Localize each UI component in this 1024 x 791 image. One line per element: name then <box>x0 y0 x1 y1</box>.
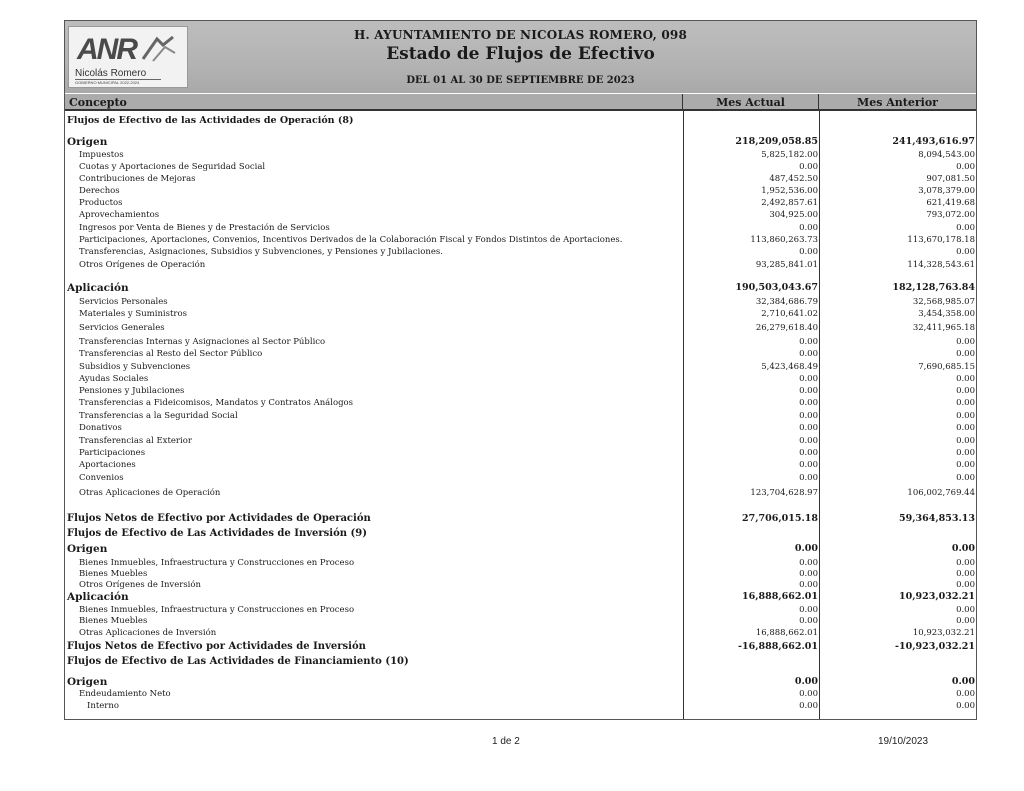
table-row <box>65 513 976 525</box>
row-concept: Origen <box>67 136 108 148</box>
table-row <box>65 234 976 246</box>
row-previous-value: 3,078,379.00 <box>918 186 975 196</box>
row-concept: Endeudamiento Neto <box>79 689 171 699</box>
row-concept: Otros Orígenes de Inversión <box>79 580 201 590</box>
row-previous-value: -10,923,032.21 <box>895 641 975 652</box>
row-concept: Servicios Generales <box>79 323 165 333</box>
row-concept: Bienes Muebles <box>79 569 148 579</box>
row-previous-value: 8,094,543.00 <box>918 150 975 160</box>
row-concept: Aplicación <box>67 591 129 603</box>
row-actual-value: 218,209,058.85 <box>735 136 818 147</box>
row-concept: Transferencias a Fideicomisos, Mandatos y Contratos Análogos <box>79 398 354 408</box>
row-actual-value: 304,925.00 <box>769 210 818 220</box>
table-row <box>65 197 976 209</box>
row-previous-value: 621,419.68 <box>926 198 975 208</box>
row-previous-value: 0.00 <box>956 689 975 699</box>
table-row <box>65 209 976 221</box>
page-number: 1 de 2 <box>492 736 520 747</box>
table-row <box>65 528 976 540</box>
row-previous-value: 0.00 <box>951 543 975 554</box>
row-concept: Bienes Inmuebles, Infraestructura y Construcciones en Proceso <box>79 558 355 568</box>
row-concept: Derechos <box>79 186 120 196</box>
row-previous-value: 59,364,853.13 <box>898 513 975 524</box>
row-previous-value: 793,072.00 <box>926 210 975 220</box>
column-header-previous: Mes Anterior <box>819 94 976 111</box>
row-actual-value: 16,888,662.01 <box>741 591 818 602</box>
row-concept: Interno <box>87 701 119 711</box>
row-previous-value: 241,493,616.97 <box>892 136 975 147</box>
row-previous-value: 0.00 <box>956 580 975 590</box>
table-row <box>65 161 976 173</box>
row-previous-value: 7,690,685.15 <box>918 362 975 372</box>
table-row <box>65 543 976 555</box>
table-row <box>65 459 976 471</box>
table-row <box>65 149 976 161</box>
table-row <box>65 222 976 234</box>
table-row <box>65 487 976 499</box>
table-row <box>65 246 976 258</box>
row-previous-value: 0.00 <box>956 473 975 483</box>
column-header-actual: Mes Actual <box>683 94 819 111</box>
row-actual-value: 0.00 <box>799 386 818 396</box>
print-date: 19/10/2023 <box>878 736 929 747</box>
row-actual-value: 5,423,468.49 <box>761 362 818 372</box>
table-row <box>65 656 976 668</box>
table-row <box>65 385 976 397</box>
row-actual-value: 123,704,628.97 <box>750 488 818 498</box>
row-concept: Transferencias, Asignaciones, Subsidios y Subvenciones, y Pensiones y Jubilaciones. <box>79 247 443 257</box>
row-actual-value: 190,503,043.67 <box>735 282 818 293</box>
row-actual-value: 0.00 <box>799 223 818 233</box>
row-concept: Pensiones y Jubilaciones <box>79 386 185 396</box>
row-actual-value: 0.00 <box>799 448 818 458</box>
row-concept: Subsidios y Subvenciones <box>79 362 191 372</box>
table-row <box>65 361 976 373</box>
row-actual-value: 0.00 <box>799 162 818 172</box>
row-concept: Aprovechamientos <box>79 210 160 220</box>
row-previous-value: 907,081.50 <box>926 174 975 184</box>
row-previous-value: 0.00 <box>956 558 975 568</box>
row-concept: Origen <box>67 676 108 688</box>
row-concept: Origen <box>67 543 108 555</box>
table-row <box>65 472 976 484</box>
table-row <box>65 641 976 653</box>
table-row <box>65 173 976 185</box>
table-row <box>65 700 976 712</box>
row-previous-value: 0.00 <box>956 374 975 384</box>
table-row <box>65 373 976 385</box>
row-actual-value: 0.00 <box>799 701 818 711</box>
row-concept: Donativos <box>79 423 122 433</box>
row-concept: Ayudas Sociales <box>79 374 149 384</box>
row-previous-value: 0.00 <box>956 605 975 615</box>
row-concept: Productos <box>79 198 123 208</box>
row-previous-value: 10,923,032.21 <box>912 628 975 638</box>
row-concept: Flujos Netos de Efectivo por Actividades de Inversión <box>67 641 366 652</box>
entity-name: H. AYUNTAMIENTO DE NICOLAS ROMERO, 098 <box>353 28 688 42</box>
table-row <box>65 308 976 320</box>
row-previous-value: 0.00 <box>956 386 975 396</box>
table-row <box>65 688 976 700</box>
row-previous-value: 0.00 <box>956 223 975 233</box>
table-row <box>65 615 976 627</box>
logo-subtitle: GOBIERNO MUNICIPAL 2022-2024 <box>75 80 140 85</box>
row-actual-value: 0.00 <box>799 460 818 470</box>
row-actual-value: 0.00 <box>794 676 818 687</box>
row-actual-value: 0.00 <box>799 558 818 568</box>
row-previous-value: 0.00 <box>956 349 975 359</box>
row-actual-value: 0.00 <box>799 247 818 257</box>
table-row <box>65 282 976 294</box>
table-row <box>65 136 976 148</box>
table-row <box>65 627 976 639</box>
statement-sheet <box>64 20 977 720</box>
logo-name: Nicolás Romero <box>75 68 161 80</box>
report-title: Estado de Flujos de Efectivo <box>386 44 655 64</box>
row-actual-value: 0.00 <box>799 436 818 446</box>
row-actual-value: 0.00 <box>799 349 818 359</box>
row-actual-value: 113,860,263.73 <box>750 235 818 245</box>
row-previous-value: 0.00 <box>951 676 975 687</box>
row-concept: Participaciones, Aportaciones, Convenios, Incentivos Derivados de la Colaboración Fiscal y Fondos Distintos de Aportaciones. <box>79 235 623 245</box>
table-row <box>65 591 976 603</box>
table-row <box>65 336 976 348</box>
table-row <box>65 348 976 360</box>
row-previous-value: 106,002,769.44 <box>907 488 975 498</box>
row-previous-value: 0.00 <box>956 162 975 172</box>
row-concept: Aportaciones <box>79 460 136 470</box>
row-actual-value: 0.00 <box>794 543 818 554</box>
row-concept: Flujos de Efectivo de las Actividades de Operación (8) <box>67 115 354 126</box>
row-actual-value: 5,825,182.00 <box>761 150 818 160</box>
row-previous-value: 10,923,032.21 <box>898 591 975 602</box>
row-concept: Transferencias al Exterior <box>79 436 192 446</box>
row-actual-value: 26,279,618.40 <box>755 323 818 333</box>
row-concept: Convenios <box>79 473 124 483</box>
table-row <box>65 259 976 271</box>
row-previous-value: 0.00 <box>956 448 975 458</box>
table-row <box>65 115 976 127</box>
row-concept: Ingresos por Venta de Bienes y de Prestación de Servicios <box>79 223 330 233</box>
row-actual-value: 1,952,536.00 <box>761 186 818 196</box>
row-concept: Impuestos <box>79 150 124 160</box>
row-actual-value: 0.00 <box>799 398 818 408</box>
row-previous-value: 32,568,985.07 <box>912 297 975 307</box>
row-concept: Bienes Muebles <box>79 616 148 626</box>
row-previous-value: 0.00 <box>956 701 975 711</box>
table-row <box>65 296 976 308</box>
row-actual-value: 2,492,857.61 <box>761 198 818 208</box>
row-previous-value: 0.00 <box>956 398 975 408</box>
row-previous-value: 0.00 <box>956 616 975 626</box>
row-concept: Flujos de Efectivo de Las Actividades de Financiamiento (10) <box>67 656 409 667</box>
report-header <box>65 21 976 93</box>
row-actual-value: -16,888,662.01 <box>738 641 818 652</box>
row-actual-value: 0.00 <box>799 616 818 626</box>
row-actual-value: 32,384,686.79 <box>755 297 818 307</box>
row-concept: Aplicación <box>67 282 129 294</box>
row-actual-value: 487,452.50 <box>769 174 818 184</box>
row-concept: Participaciones <box>79 448 146 458</box>
row-concept: Otras Aplicaciones de Inversión <box>79 628 217 638</box>
row-actual-value: 0.00 <box>799 689 818 699</box>
table-row <box>65 579 976 591</box>
row-previous-value: 0.00 <box>956 247 975 257</box>
row-actual-value: 16,888,662.01 <box>755 628 818 638</box>
row-previous-value: 114,328,543.61 <box>907 260 975 270</box>
row-concept: Transferencias al Resto del Sector Público <box>79 349 263 359</box>
row-actual-value: 93,285,841.01 <box>755 260 818 270</box>
row-concept: Bienes Inmuebles, Infraestructura y Construcciones en Proceso <box>79 605 355 615</box>
row-concept: Contribuciones de Mejoras <box>79 174 196 184</box>
row-actual-value: 0.00 <box>799 374 818 384</box>
row-concept: Transferencias Internas y Asignaciones al Sector Público <box>79 337 326 347</box>
row-previous-value: 32,411,965.18 <box>912 323 975 333</box>
row-actual-value: 0.00 <box>799 473 818 483</box>
row-previous-value: 0.00 <box>956 411 975 421</box>
row-previous-value: 0.00 <box>956 423 975 433</box>
row-previous-value: 0.00 <box>956 460 975 470</box>
row-previous-value: 0.00 <box>956 436 975 446</box>
table-row <box>65 422 976 434</box>
row-previous-value: 113,670,178.18 <box>907 235 975 245</box>
row-concept: Cuotas y Aportaciones de Seguridad Social <box>79 162 266 172</box>
table-row <box>65 447 976 459</box>
table-row <box>65 435 976 447</box>
row-previous-value: 0.00 <box>956 569 975 579</box>
row-concept: Materiales y Suministros <box>79 309 187 319</box>
row-previous-value: 182,128,763.84 <box>892 282 975 293</box>
row-concept: Otras Aplicaciones de Operación <box>79 488 221 498</box>
row-previous-value: 3,454,358.00 <box>918 309 975 319</box>
logo-text: ANR <box>77 33 136 66</box>
table-row <box>65 397 976 409</box>
row-actual-value: 2,710,641.02 <box>761 309 818 319</box>
column-header-concept: Concepto <box>65 94 683 111</box>
table-row <box>65 410 976 422</box>
table-row <box>65 322 976 334</box>
report-period: DEL 01 AL 30 DE SEPTIEMBRE DE 2023 <box>406 75 635 86</box>
row-actual-value: 27,706,015.18 <box>741 513 818 524</box>
table-row <box>65 676 976 688</box>
row-concept: Servicios Personales <box>79 297 168 307</box>
table-row <box>65 185 976 197</box>
row-actual-value: 0.00 <box>799 423 818 433</box>
row-concept: Flujos Netos de Efectivo por Actividades de Operación <box>67 513 371 524</box>
row-actual-value: 0.00 <box>799 605 818 615</box>
row-actual-value: 0.00 <box>799 337 818 347</box>
row-previous-value: 0.00 <box>956 337 975 347</box>
row-concept: Otros Orígenes de Operación <box>79 260 206 270</box>
row-actual-value: 0.00 <box>799 580 818 590</box>
row-actual-value: 0.00 <box>799 411 818 421</box>
row-actual-value: 0.00 <box>799 569 818 579</box>
row-concept: Transferencias a la Seguridad Social <box>79 411 238 421</box>
row-concept: Flujos de Efectivo de Las Actividades de Inversión (9) <box>67 528 367 539</box>
